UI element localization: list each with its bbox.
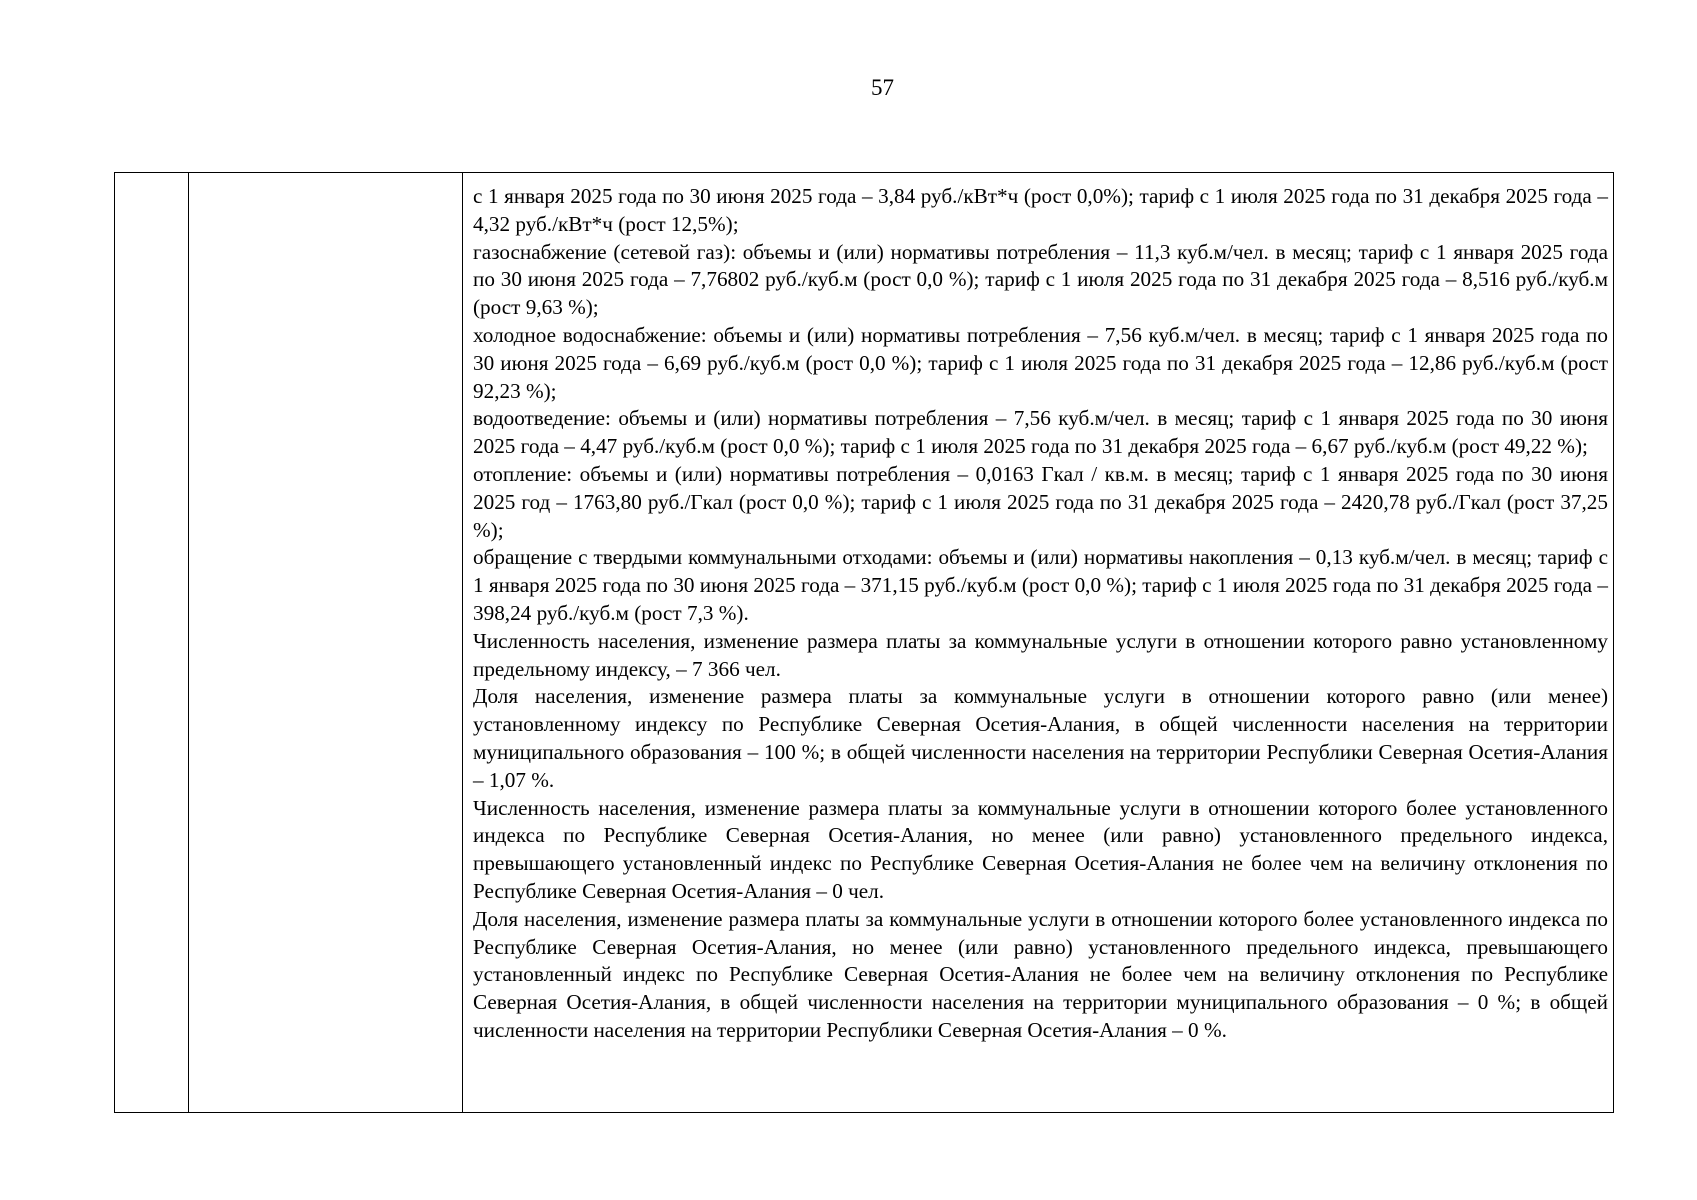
- table-cell-number: [115, 173, 189, 1113]
- table-cell-content: [463, 173, 1614, 1113]
- paragraph-heating: отопление: объемы и (или) нормативы потребления – 0,0163 Гкал / кв.м. в месяц; тариф с 1 января 2025 года по 30 июня 2025 год – 1763,80 руб./Гкал (рост 0,0 %); тариф с 1 июля 2025 года по 31 декабря 2025 года – 2420,78 руб./Гкал (рост 37,25 %);: [473, 461, 1608, 542]
- paragraph-electricity-tariff: с 1 января 2025 года по 30 июня 2025 года – 3,84 руб./кВт*ч (рост 0,0%); тариф с 1 июля 2025 года по 31 декабря 2025 года – 4,32 руб./кВт*ч (рост 12,5%);: [473, 184, 1608, 236]
- paragraph-gas-supply: газоснабжение (сетевой газ): объемы и (или) нормативы потребления – 11,3 куб.м/чел. в месяц; тариф с 1 января 2025 года по 30 июня 2025 года – 7,76802 руб./куб.м (рост 0,0 %); тариф с 1 июля 2025 года по 31 декабря 2025 года – 8,516 руб./куб.м (рост 9,63 %);: [473, 239, 1608, 320]
- table-cell-title: [189, 173, 463, 1113]
- table-row: [115, 173, 1614, 1113]
- paragraph-share-above-index: Доля населения, изменение размера платы за коммунальные услуги в отношении которого более установленного индекса по Республике Северная Осетия-Алания, но менее (или равно) установленного предельного индекса, превышающего установленный индекс по Республике Северная Осетия-Алания не более чем на величину отклонения по Республике Северная Осетия-Алания, в общей численности населения на территории муниципального образования – 0 %; в общей численности населения на территории Республики Северная Осетия-Алания – 0 %.: [473, 906, 1608, 1042]
- paragraph-solid-waste: обращение с твердыми коммунальными отходами: объемы и (или) нормативы накопления – 0,13 куб.м/чел. в месяц; тариф с 1 января 2025 года по 30 июня 2025 года – 371,15 руб./куб.м (рост 0,0 %); тариф с 1 июля 2025 года по 31 декабря 2025 года –398,24 руб./куб.м (рост 7,3 %).: [473, 545, 1608, 625]
- paragraph-cold-water: холодное водоснабжение: объемы и (или) нормативы потребления – 7,56 куб.м/чел. в месяц; тариф с 1 января 2025 года по 30 июня 2025 года – 6,69 руб./куб.м (рост 0,0 %); тариф с 1 июля 2025 года по 31 декабря 2025 года – 12,86 руб./куб.м (рост 92,23 %);: [473, 322, 1608, 403]
- paragraph-population-above-index: Численность населения, изменение размера платы за коммунальные услуги в отношении которого более установленного индекса по Республике Северная Осетия-Алания, но менее (или равно) установленного предельного индекса, превышающего установленный индекс по Республике Северная Осетия-Алания не более чем на величину отклонения по Республике Северная Осетия-Алания – 0 чел.: [473, 795, 1608, 903]
- document-table: [114, 172, 1614, 1113]
- paragraph-wastewater: водоотведение: объемы и (или) нормативы потребления – 7,56 куб.м/чел. в месяц; тариф с 1 января 2025 года по 30 июня 2025 года – 4,47 руб./куб.м (рост 0,0 %); тариф с 1 июля 2025 года по 31 декабря 2025 года – 6,67 руб./куб.м (рост 49,22 %);: [473, 406, 1608, 459]
- paragraph-population-equal-limit: Численность населения, изменение размера платы за коммунальные услуги в отношении которого равно установленному предельному индексу, – 7 366 чел.: [473, 628, 1608, 681]
- paragraph-share-equal-or-less: Доля населения, изменение размера платы за коммунальные услуги в отношении которого равно (или менее) установленному индексу по Республике Северная Осетия-Алания, в общей численности населения на территории муниципального образования – 100 %; в общей численности населения на территории Республики Северная Осетия-Алания – 1,07 %.: [473, 684, 1608, 792]
- page-number: 57: [871, 75, 894, 100]
